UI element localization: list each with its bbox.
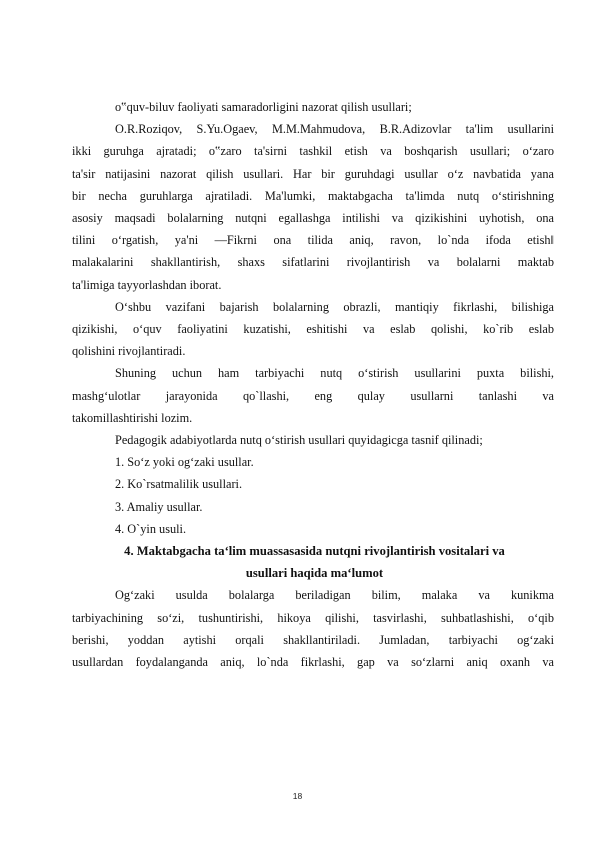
paragraph-task [72,296,554,363]
section-heading [0,540,554,584]
text-line: Pedagogik adabiyotlarda nutq o‘stirish usullari quyidagicga tasnif qilinadi; [115,433,483,448]
text-line: O.R.Roziqov, S.Yu.Ogaev, M.M.Mahmudova, B.R.Adizovlar ta'lim usullarini [115,122,554,137]
text-line: qolishini rivojlantiradi. [72,344,186,359]
list-item: 1. So‘z yoki og‘zaki usullar. [115,455,254,470]
text-line: bir necha guruhlarga ajratiladi. Ma'lumki, maktabgacha ta'limda nutq o‘stirishning [72,188,554,203]
text-line: tilini o‘rgatish, ya'ni ―Fikrni ona tilida aniq, ravon, lo`nda ifoda etish‖ [72,233,554,248]
page-number: 18 [292,791,303,801]
text-line: malakalarini shakllantirish, shaxs sifatlarini rivojlantirish va bolalarni maktab [72,255,554,270]
list-item: 2. Ko`rsatmalilik usullari. [115,477,243,492]
text-line: berishi, yoddan aytishi orqali shakllantiriladi. Jumladan, tarbiyachi og‘zaki [72,632,554,647]
heading-line: usullari haqida ma‘lumot [245,566,384,581]
page-content [72,96,554,673]
text-line: usullardan foydalanganda aniq, lo`nda fikrlashi, gap va so‘zlarni aniq oxanh va [72,655,554,670]
text-line: tarbiyachining so‘zi, tushuntirishi, hikoya qilishi, tasvirlashi, suhbatlashishi, o‘qib [72,610,554,625]
heading-line: 4. Maktabgacha ta‘lim muassasasida nutqni rivojlantirish vositalari va [124,544,505,559]
text-line: Og‘zaki usulda bolalarga beriladigan bilim, malaka va kunikma [115,588,554,603]
method-list [115,451,554,540]
text-line: ta'limiga tayyorlashdan iborat. [72,277,222,292]
text-line: Shuning uchun ham tarbiyachi nutq o‘stirish usullarini puxta bilishi, [115,366,554,381]
list-item: 3. Amaliy usullar. [115,499,203,514]
paragraph-authors [72,118,554,296]
text-line: ikki guruhga ajratadi; o‟zaro ta'sirni tashkil etish va boshqarish usullari; o‘zaro [72,144,554,159]
list-item: 4. O`yin usuli. [115,521,187,536]
text-line: qizikishi, o‘quv faoliyatini kuzatishi, eshitishi va eslab qolishi, ko`rib eslab [72,322,554,337]
paragraph-therefore [72,362,554,429]
text-line: asosiy maqsadi bolalarning nutqni egallashga intilishi va qizikishini uyhotish, ona [72,211,554,226]
text-line: mashg‘ulotlar jarayonida qo`llashi, eng qulay usullarni tanlashi va [72,388,554,403]
text-line: takomillashtirishi lozim. [72,410,193,425]
text-line: o‟quv-biluv faoliyati samaradorligini nazorat qilish usullari; [115,100,412,114]
paragraph-oral [72,584,554,673]
text-line: ta'sir natijasini nazorat qilish usullari. Har bir guruhdagi usullar o‘z navbatida yana [72,166,554,181]
text-line: O‘shbu vazifani bajarish bolalarning obrazli, mantiqiy fikrlashi, bilishiga [115,299,554,314]
